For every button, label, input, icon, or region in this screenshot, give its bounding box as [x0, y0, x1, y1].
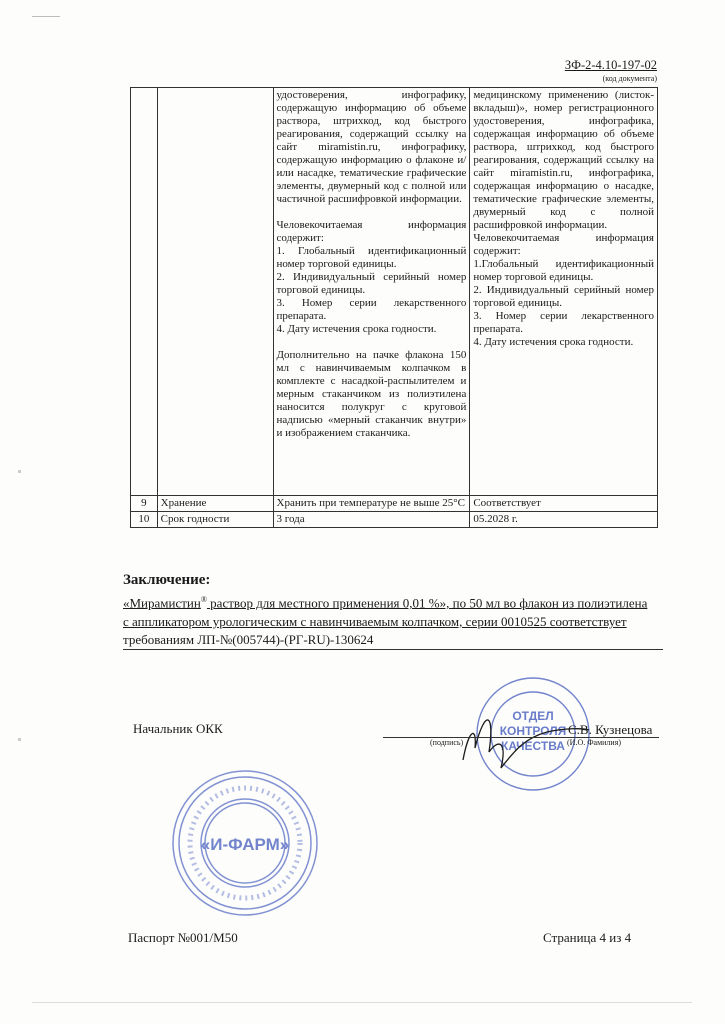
row-number: 10 [131, 512, 158, 528]
table-row [131, 88, 658, 496]
registered-mark: ® [200, 595, 207, 604]
document-code-caption: (код документа) [602, 74, 657, 83]
conclusion-line1: раствор для местного применения 0,01 %», по 50 мл во флакон из полиэтилена [206, 595, 648, 611]
row-requirement: удостоверения, инфографику, содержащую информацию об объеме раствора, штрихкод, код быстрого реагирования, содержащий ссылку на сайт miramistin.ru, инфографику, содержащую информацию о флаконе и/или насадке, тематические графические элементы, двумерный код с полной или частичной расшифровкой информации. Человекочитаемая информация содержит: 1. Глобальный идентификационный номер торговой единицы. 2. Индивидуальный серийный номер торговой единицы. 3. Номер серии лекарственного препарата. 4. Дату истечения срока годности. Дополнительно на пачке флакона 150 мл с навинчиваемым колпачком в комплекте с насадкой-распылителем и мерным стаканчиком из полиэтилена наносится полукруг с круговой надписью «мерный стаканчик внутри» и изображением стаканчика. [273, 88, 470, 496]
passport-number: Паспорт №001/М50 [128, 930, 238, 945]
conclusion-line3: требованиям ЛП-№(005744)-(РГ-RU)-130624 [123, 632, 374, 648]
stamp-line3: КАЧЕСТВА [501, 739, 565, 753]
row-result: 05.2028 г. [470, 512, 658, 528]
bottom-rule [32, 1002, 692, 1003]
signature-caption: (подпись) [430, 738, 464, 747]
row-requirement: Хранить при температуре не выше 25°С [273, 496, 470, 512]
page-number: Страница 4 из 4 [543, 930, 632, 945]
scan-mark [18, 470, 21, 473]
results-table [130, 87, 658, 528]
top-rule [32, 16, 60, 17]
stamp-line2: КОНТРОЛЯ [499, 724, 567, 738]
seal-center-text: «И-ФАРМ» [200, 835, 290, 854]
name-caption: (И.О. Фамилия) [567, 738, 622, 747]
signer-role: Начальник ОКК [133, 721, 223, 736]
signer-name: С.В. Кузнецова [568, 722, 653, 737]
table-row [131, 512, 658, 528]
row-result: медицинскому применению (листок-вкладыш)», номер регистрационного удостоверения, инфографика, содержащая информацию об объеме раствора, штрихкод, код быстрого реагирования, содержащий ссылку на сайт miramistin.ru, инфографика, содержащая информацию о насадке, тематические графические элементы, двумерный код с полной расшифровкой информации. Человекочитаемая информация содержит: 1.Глобальный идентификационный номер торговой единицы. 2. Индивидуальный серийный номер торговой единицы. 3. Номер серии лекарственного препарата. 4. Дату истечения срока годности. [470, 88, 658, 496]
row-parameter: Срок годности [157, 512, 273, 528]
row-parameter: Хранение [157, 496, 273, 512]
company-seal [170, 768, 320, 918]
row-requirement: 3 года [273, 512, 470, 528]
row-result: Соответствует [470, 496, 658, 512]
document-code-block [565, 58, 657, 83]
conclusion-product-name: «Мирамистин [123, 595, 201, 611]
row-number [131, 88, 158, 496]
scan-mark [18, 738, 21, 741]
conclusion-block [123, 572, 663, 650]
conclusion-text [123, 591, 663, 650]
document-code: ЗФ-2-4.10-197-02 [564, 58, 657, 72]
table-row [131, 496, 658, 512]
row-number: 9 [131, 496, 158, 512]
stamp-line1: ОТДЕЛ [512, 709, 554, 723]
conclusion-line2: с аппликатором урологическим с навинчиваемым колпачком, серии 0010525 соответствует [123, 613, 627, 629]
row-parameter [157, 88, 273, 496]
conclusion-heading: Заключение: [123, 572, 211, 588]
